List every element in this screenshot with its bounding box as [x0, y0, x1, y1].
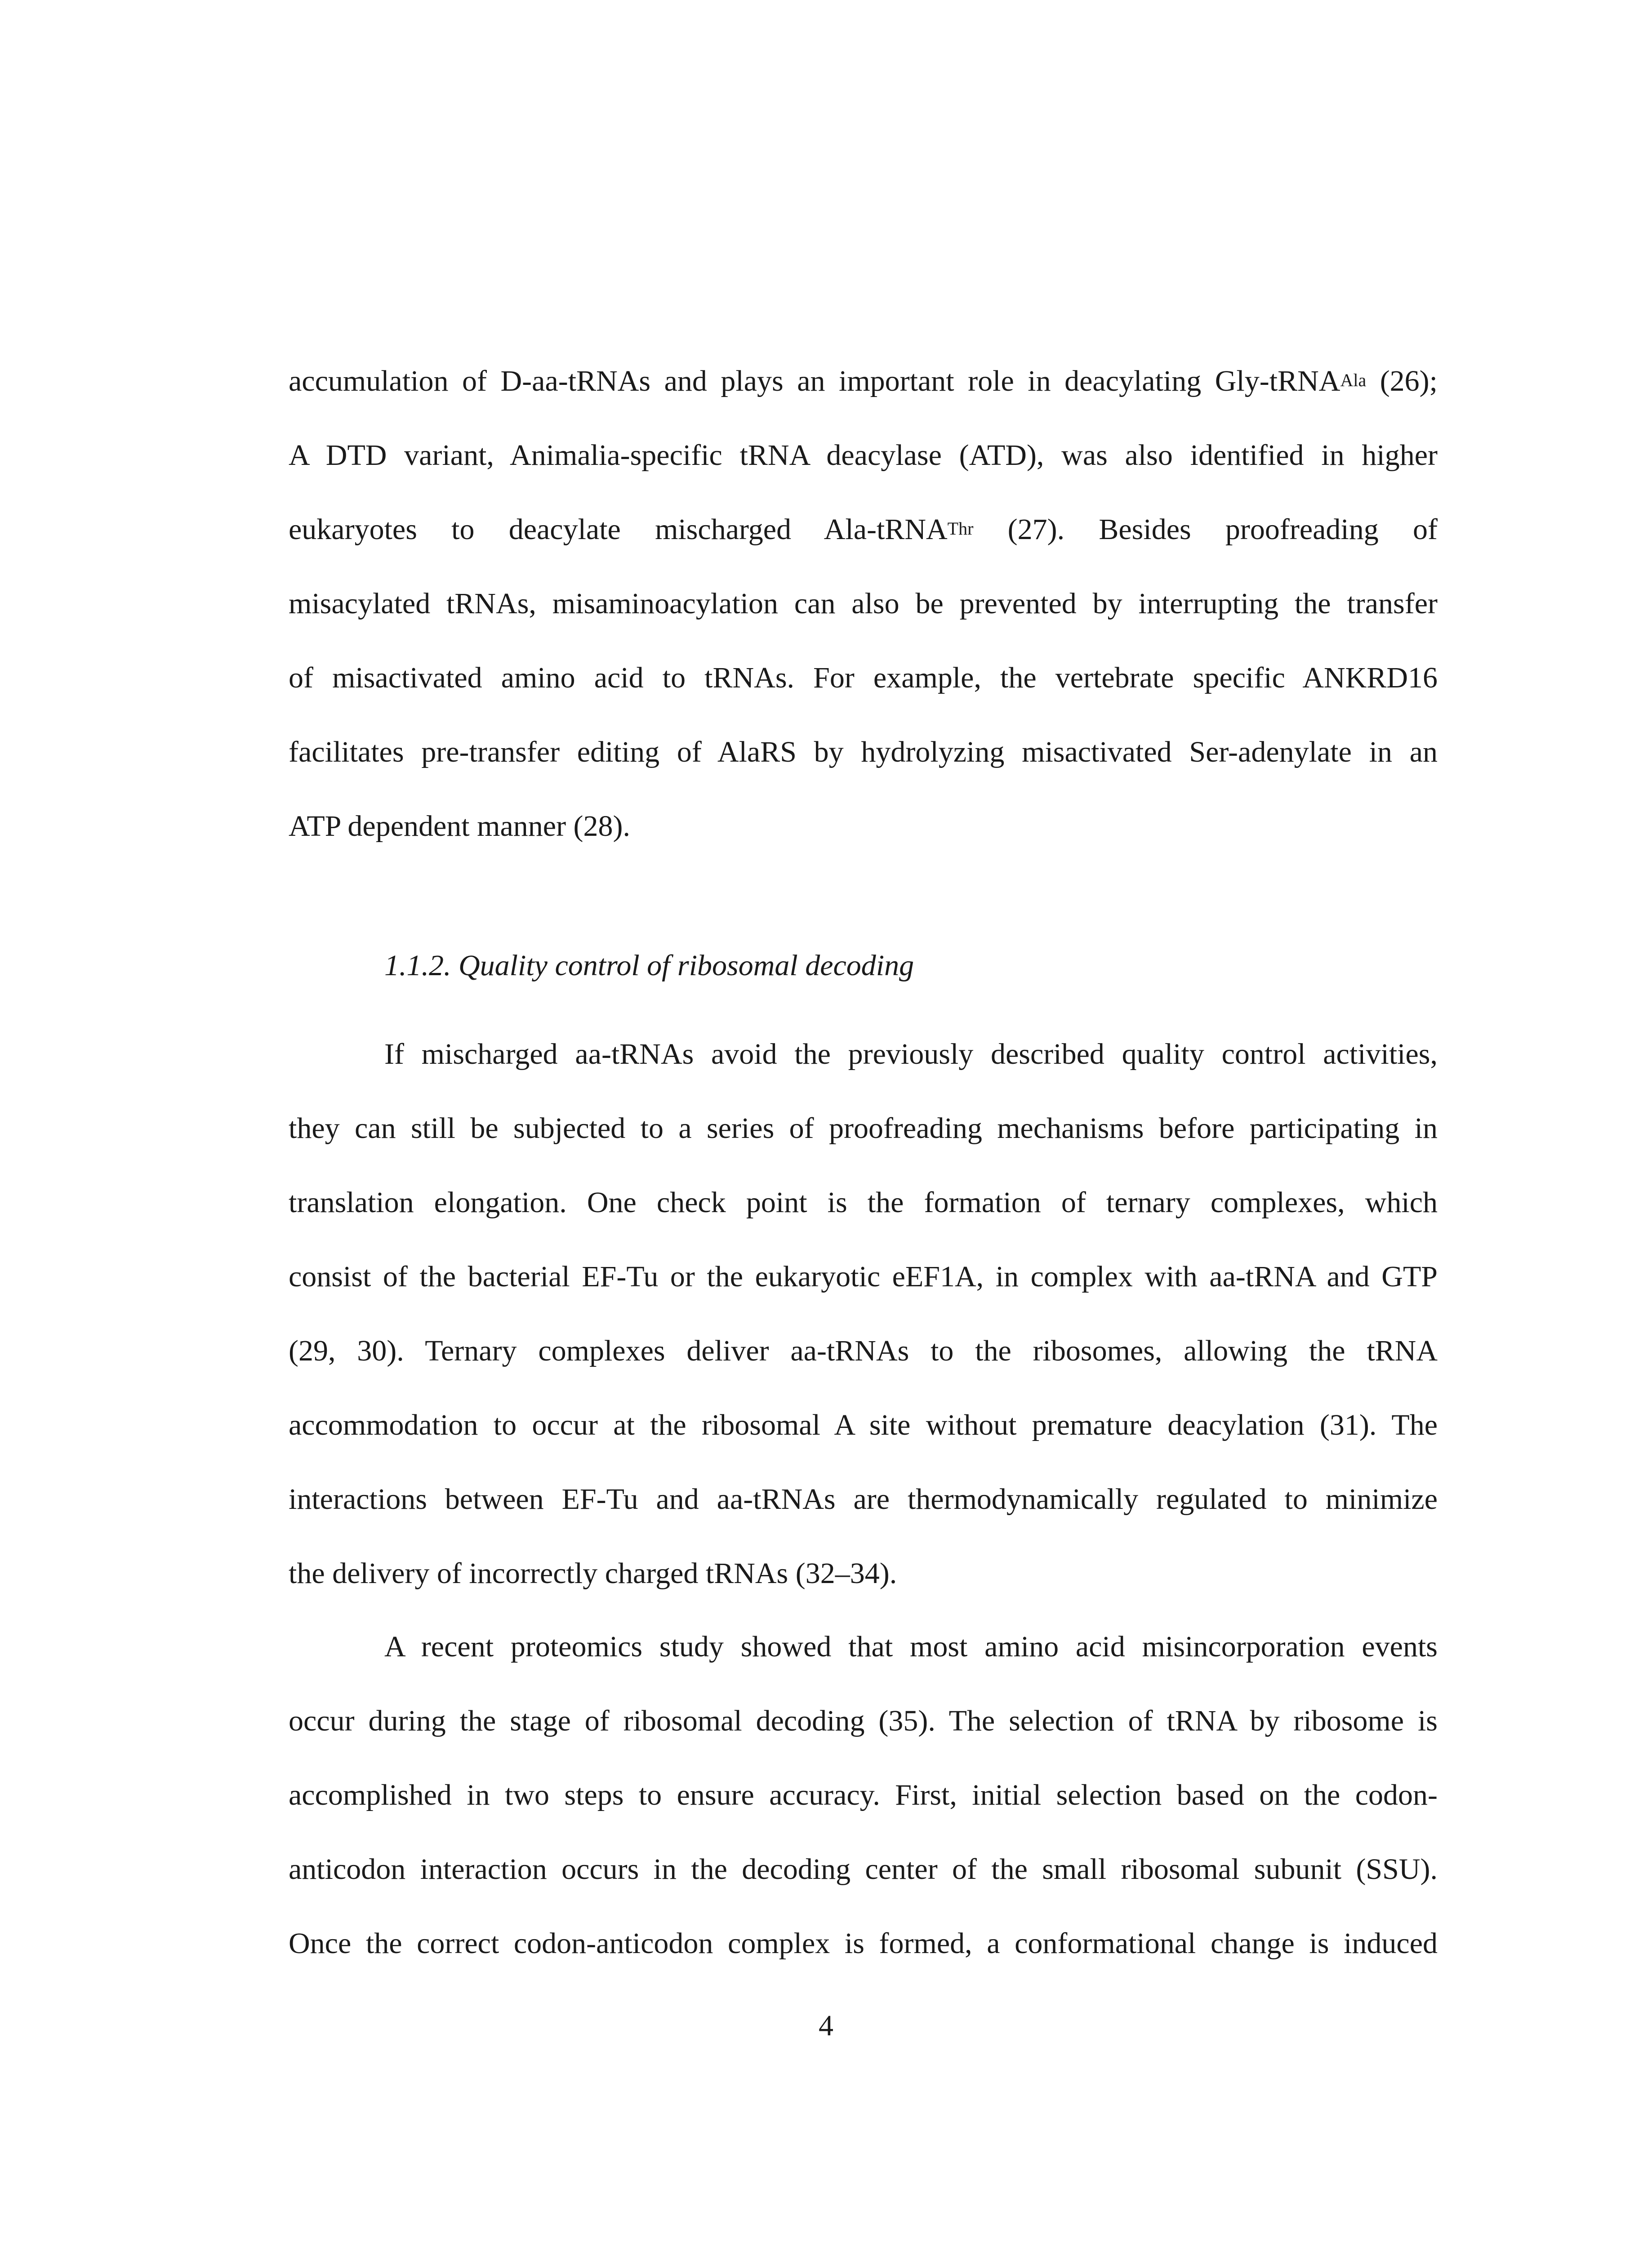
- paragraph-line: of misactivated amino acid to tRNAs. For example, the vertebrate specific ANKRD16: [289, 661, 1438, 694]
- paragraph-2: [289, 1017, 1438, 1610]
- page-number: 4: [819, 2009, 833, 2042]
- paragraph-line: eukaryotes to deacylate mischarged Ala-tRNA$^{Thr}$ (27). Besides proofreading of: [289, 513, 1438, 546]
- paragraph-3-text: [289, 1610, 1438, 1980]
- paragraph-line: accommodation to occur at the ribosomal A site without premature deacylation (31). The: [289, 1409, 1438, 1441]
- paragraph-line: facilitates pre-transfer editing of AlaRS by hydrolyzing misactivated Ser-adenylate in an: [289, 736, 1438, 768]
- superscript: Ala: [1340, 370, 1367, 390]
- paragraph-line: misacylated tRNAs, misaminoacylation can also be prevented by interrupting the transfer: [289, 587, 1438, 620]
- paragraph-line: occur during the stage of ribosomal decoding (35). The selection of tRNA by ribosome is: [289, 1704, 1438, 1737]
- paragraph-line: A recent proteomics study showed that most amino acid misincorporation events: [384, 1630, 1438, 1663]
- paragraph-line: Once the correct codon-anticodon complex is formed, a conformational change is induced: [289, 1927, 1438, 1960]
- paragraph-line: they can still be subjected to a series of proofreading mechanisms before participating in: [289, 1112, 1438, 1145]
- paragraph-line: ATP dependent manner (28).: [289, 810, 630, 843]
- paragraph-3: [289, 1610, 1438, 1980]
- paragraph-2-text: [289, 1017, 1438, 1610]
- paragraph-1-text: [289, 344, 1438, 863]
- paragraph-line: consist of the bacterial EF-Tu or the eukaryotic eEF1A, in complex with aa-tRNA and GTP: [289, 1260, 1438, 1293]
- paragraph-line: translation elongation. One check point is the formation of ternary complexes, which: [289, 1186, 1438, 1219]
- paragraph-line: accumulation of D-aa-tRNAs and plays an important role in deacylating Gly-tRNA$^{Ala}$ (26);: [289, 365, 1438, 397]
- superscript: Thr: [947, 518, 974, 539]
- paragraph-line: A DTD variant, Animalia-specific tRNA deacylase (ATD), was also identified in higher: [289, 439, 1438, 472]
- paragraph-line: accomplished in two steps to ensure accuracy. First, initial selection based on the codon-: [289, 1779, 1438, 1811]
- paragraph-line: (29, 30). Ternary complexes deliver aa-tRNAs to the ribosomes, allowing the tRNA: [289, 1334, 1438, 1367]
- paragraph-line: the delivery of incorrectly charged tRNAs (32–34).: [289, 1557, 897, 1590]
- paragraph-1: [289, 344, 1438, 863]
- paragraph-line: interactions between EF-Tu and aa-tRNAs are thermodynamically regulated to minimize: [289, 1483, 1438, 1516]
- paragraph-line: anticodon interaction occurs in the decoding center of the small ribosomal subunit (SSU).: [289, 1853, 1438, 1886]
- section-heading: 1.1.2. Quality control of ribosomal decoding: [384, 949, 914, 982]
- paragraph-line: If mischarged aa-tRNAs avoid the previously described quality control activities,: [384, 1038, 1438, 1070]
